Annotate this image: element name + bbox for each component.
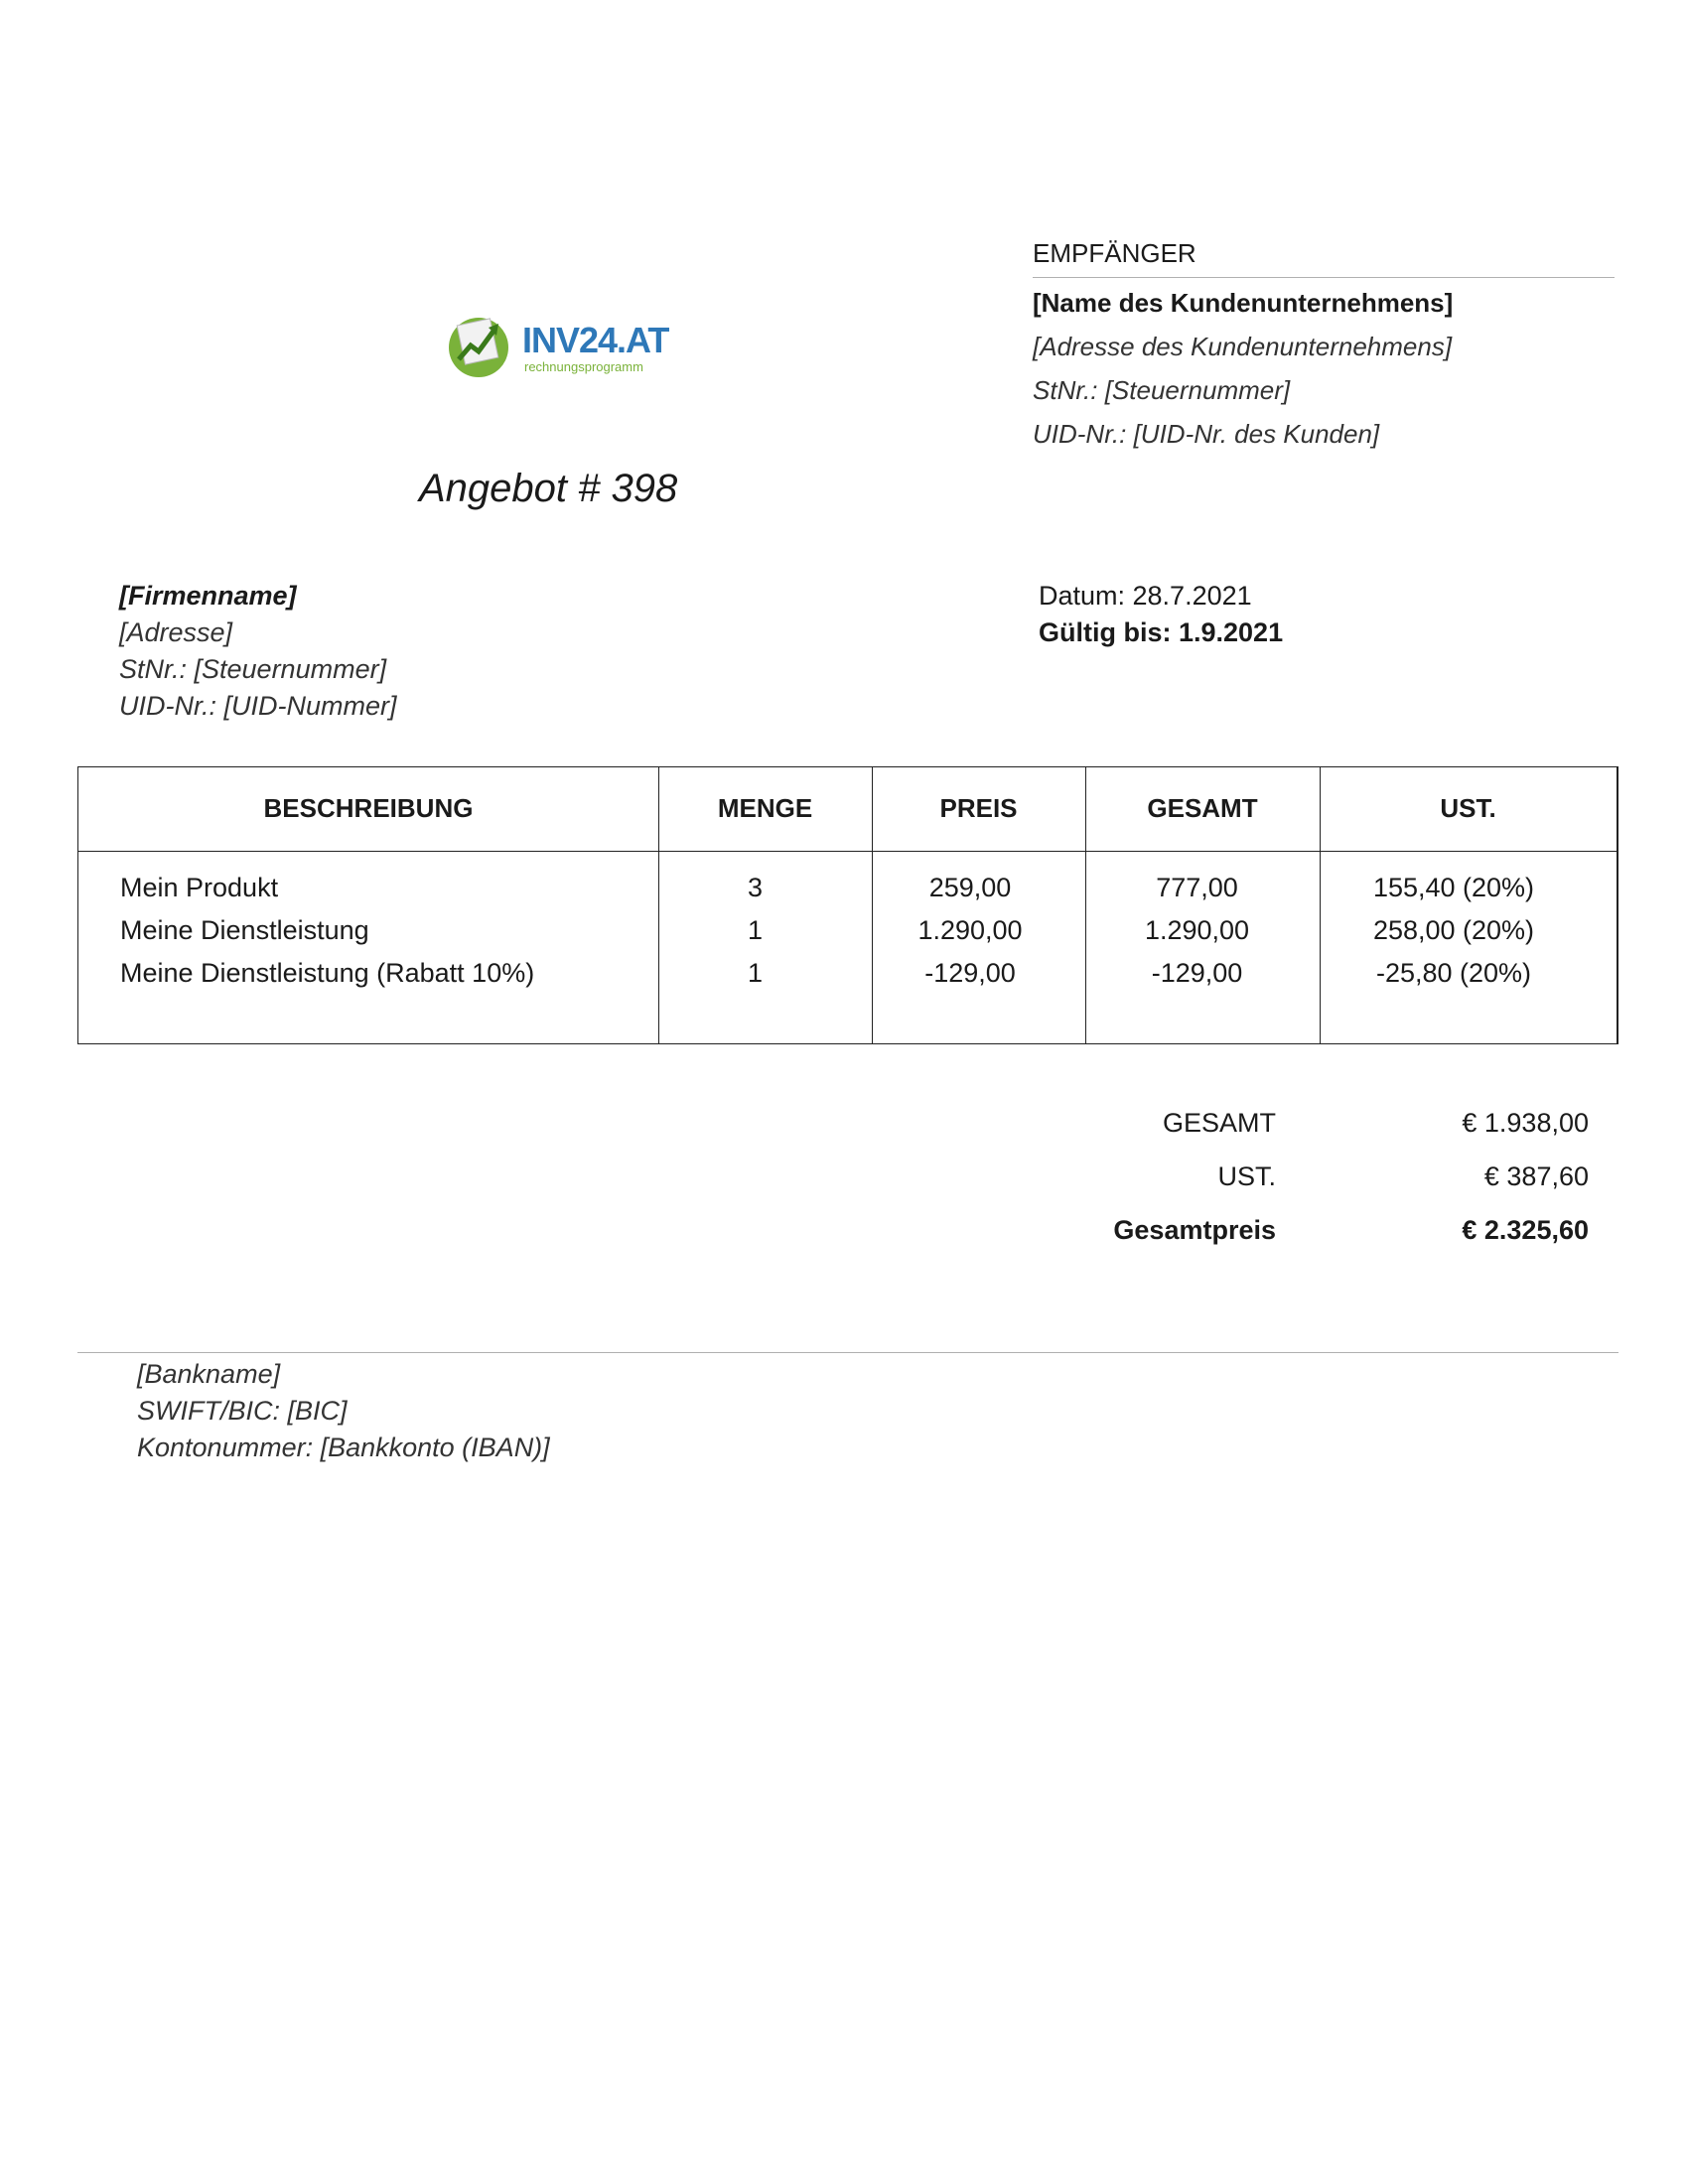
valid-until: Gültig bis: 1.9.2021	[1039, 617, 1284, 647]
col-price	[872, 767, 1086, 1043]
row2-vat: 258,00 (20%)	[1372, 915, 1535, 945]
row1-vat: 155,40 (20%)	[1372, 873, 1535, 902]
document-title: Angebot # 398	[419, 467, 678, 510]
header-price: PREIS	[939, 793, 1018, 823]
net-value: € 1.938,00	[1462, 1108, 1589, 1138]
recipient-block	[1033, 238, 1615, 449]
row2-price: 1.290,00	[917, 915, 1023, 945]
vat-label: UST.	[1217, 1161, 1276, 1191]
totals-grand-row	[993, 1215, 1589, 1269]
recipient-heading: EMPFÄNGER	[1033, 238, 1615, 278]
offer-date: Datum: 28.7.2021	[1039, 581, 1252, 611]
col-quantity	[658, 767, 873, 1043]
bank-name: [Bankname]	[137, 1359, 281, 1389]
row2-quantity: 1	[747, 915, 764, 945]
recipient-company-name: [Name des Kundenunternehmens]	[1033, 288, 1454, 318]
net-label: GESAMT	[1162, 1108, 1276, 1138]
header-vat: UST.	[1440, 793, 1496, 823]
row3-vat: -25,80 (20%)	[1375, 958, 1532, 988]
sender-address: [Adresse]	[119, 617, 233, 647]
bank-account: Kontonummer: [Bankkonto (IBAN)]	[137, 1433, 550, 1462]
recipient-vat-id: UID-Nr.: [UID-Nr. des Kunden]	[1033, 419, 1380, 449]
row3-total: -129,00	[1151, 958, 1243, 988]
totals-block	[993, 1108, 1589, 1269]
row1-description: Mein Produkt	[120, 873, 279, 902]
row3-description: Meine Dienstleistung (Rabatt 10%)	[120, 958, 535, 988]
totals-net-row	[993, 1108, 1589, 1161]
recipient-address: [Adresse des Kundenunternehmens]	[1033, 332, 1453, 361]
row3-price: -129,00	[924, 958, 1016, 988]
row1-total: 777,00	[1156, 873, 1238, 902]
bank-bic: SWIFT/BIC: [BIC]	[137, 1396, 348, 1426]
items-table	[77, 766, 1618, 1044]
footer-divider	[77, 1352, 1618, 1353]
recipient-tax-number: StNr.: [Steuernummer]	[1033, 375, 1291, 405]
row2-total: 1.290,00	[1144, 915, 1250, 945]
sender-company: [Firmenname]	[119, 581, 297, 611]
header-description: BESCHREIBUNG	[263, 793, 474, 823]
col-description	[78, 767, 659, 1043]
row2-description: Meine Dienstleistung	[120, 915, 369, 945]
grand-value: € 2.325,60	[1462, 1215, 1589, 1245]
row1-price: 259,00	[928, 873, 1012, 902]
logo-name: INV24.AT	[522, 320, 669, 360]
row1-quantity: 3	[747, 873, 764, 902]
dates-block	[1039, 578, 1283, 651]
vat-value: € 387,60	[1483, 1161, 1589, 1191]
sender-block	[119, 578, 396, 725]
row3-quantity: 1	[747, 958, 764, 988]
totals-vat-row	[993, 1161, 1589, 1215]
table-header-divider	[78, 851, 1618, 852]
col-vat	[1320, 767, 1618, 1043]
header-total: GESAMT	[1147, 793, 1258, 823]
logo-tagline: rechnungsprogramm	[524, 359, 643, 374]
sender-tax-number: StNr.: [Steuernummer]	[119, 654, 387, 684]
grand-label: Gesamtpreis	[1113, 1215, 1276, 1245]
col-total	[1085, 767, 1321, 1043]
header-quantity: MENGE	[717, 793, 813, 823]
sender-vat-id: UID-Nr.: [UID-Nummer]	[119, 691, 397, 721]
bank-block	[137, 1356, 550, 1466]
